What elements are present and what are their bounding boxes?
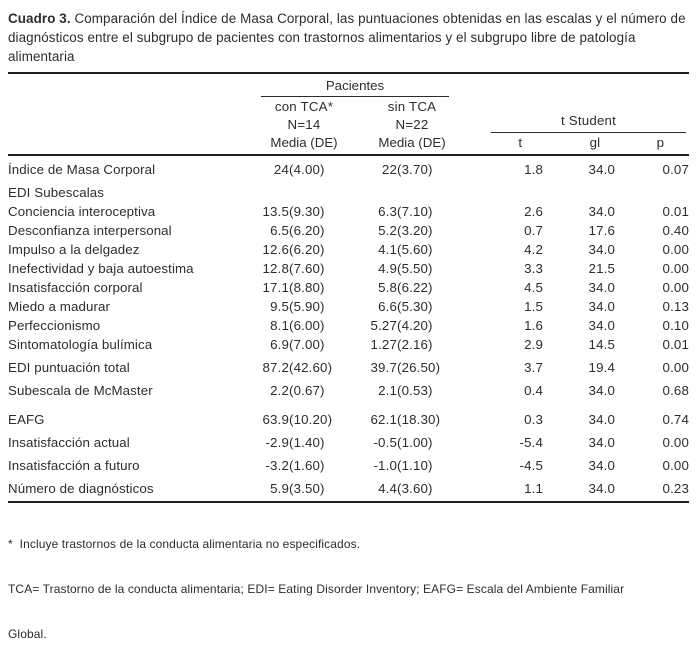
sd-sin-tca: (5.60) [397, 242, 433, 257]
row-label: Insatisfacción a futuro [8, 458, 140, 473]
row-label: Insatisfacción corporal [8, 280, 143, 295]
mean-sin-tca: 39.7 [370, 360, 397, 375]
p-value: 0.00 [662, 242, 690, 257]
table-row [8, 221, 689, 240]
p-column-header: p [615, 133, 689, 155]
row-label: Conciencia interoceptiva [8, 204, 156, 219]
gl-value: 34.0 [588, 412, 616, 427]
mean-con-tca: 12.8 [262, 261, 289, 276]
t-value: 1.8 [524, 162, 544, 177]
row-label: EAFG [8, 412, 45, 427]
t-value: 4.2 [524, 242, 544, 257]
caption-text: Comparación del Índice de Masa Corporal, las puntuaciones obtenidas en las escalas y el número de diagnósticos entre el subgrupo de pacientes con trastornos alimentarios y el subgrupo libre de patología alimentaria [8, 11, 686, 64]
mean-sin-tca: 1.27 [370, 337, 397, 352]
mean-sin-tca: -0.5 [373, 435, 397, 450]
footnotes [8, 507, 689, 672]
gl-value: 34.0 [588, 242, 616, 257]
p-value: 0.01 [662, 204, 690, 219]
gl-column-header: gl [543, 133, 615, 155]
sd-sin-tca: (6.22) [397, 280, 433, 295]
t-value: 1.1 [455, 475, 543, 502]
mean-sin-tca: 4.9 [378, 261, 397, 276]
sd-sin-tca: (1.00) [397, 435, 433, 450]
sd-sin-tca: (1.10) [397, 458, 433, 473]
mean-con-tca: 17.1 [262, 280, 289, 295]
row-label: Impulso a la delgadez [8, 242, 140, 257]
sd-sin-tca: (7.10) [397, 204, 433, 219]
gl-value: 34.0 [588, 435, 616, 450]
sd-con-tca: (6.20) [289, 242, 325, 257]
mean-con-tca: 6.9 [270, 337, 289, 352]
row-label: Subescala de McMaster [8, 383, 153, 398]
row-label: Miedo a madurar [8, 299, 111, 314]
p-value: 0.00 [662, 261, 690, 276]
sd-con-tca: (3.50) [289, 475, 353, 502]
table-row [8, 354, 689, 377]
table-header [8, 73, 689, 155]
gl-value: 34.0 [588, 280, 616, 295]
sd-con-tca: (6.00) [289, 318, 325, 333]
t-value: 2.9 [524, 337, 544, 352]
gl-value: 34.0 [588, 299, 616, 314]
t-value: 2.6 [524, 204, 544, 219]
p-value: 0.40 [662, 223, 690, 238]
mean-sin-tca: -1.0 [373, 458, 397, 473]
table-body [8, 155, 689, 502]
table-row [8, 452, 689, 475]
row-label: Sintomatología bulímica [8, 337, 153, 352]
mean-con-tca: 13.5 [262, 204, 289, 219]
t-value: 0.3 [524, 412, 544, 427]
gl-value: 19.4 [588, 360, 616, 375]
row-label: Insatisfacción actual [8, 435, 130, 450]
sin-tca-column-header [353, 97, 455, 133]
sd-con-tca: (5.90) [289, 299, 325, 314]
row-label: Índice de Masa Corporal [8, 162, 156, 177]
sd-con-tca: (7.00) [289, 337, 325, 352]
mean-con-tca: 87.2 [262, 360, 289, 375]
mean-con-tca [255, 179, 289, 202]
table-row [8, 297, 689, 316]
mean-sin-tca [353, 179, 397, 202]
sd-con-tca: (1.40) [289, 435, 325, 450]
p-value: 0.00 [662, 280, 690, 295]
mean-sin-tca: 62.1 [370, 412, 397, 427]
mean-con-tca: 63.9 [262, 412, 289, 427]
table-row [8, 259, 689, 278]
row-label: Inefectividad y baja autoestima [8, 261, 194, 276]
gl-value: 34.0 [588, 162, 616, 177]
gl-value: 34.0 [588, 318, 616, 333]
sd-sin-tca: (0.53) [397, 383, 433, 398]
gl-value: 34.0 [588, 383, 616, 398]
table-row [8, 429, 689, 452]
p-value: 0.74 [662, 412, 690, 427]
row-label: EDI Subescalas [8, 185, 105, 200]
table-row [8, 475, 689, 502]
sd-con-tca: (0.67) [289, 383, 325, 398]
mean-con-tca: -3.2 [265, 458, 289, 473]
t-value: 3.3 [524, 261, 544, 276]
t-value: 0.7 [524, 223, 544, 238]
header-row-columns [8, 133, 689, 155]
table-row [8, 316, 689, 335]
media-de-sin-tca-header: Media (DE) [353, 133, 455, 155]
row-label: EDI puntuación total [8, 360, 130, 375]
header-row-group [8, 73, 689, 97]
table-row [8, 155, 689, 179]
sd-con-tca: (42.60) [289, 360, 333, 375]
sd-con-tca: (4.00) [289, 162, 325, 177]
mean-sin-tca: 5.2 [378, 223, 397, 238]
caption-label: Cuadro 3. [8, 11, 71, 26]
p-value: 0.13 [662, 299, 690, 314]
sd-sin-tca: (2.16) [397, 337, 433, 352]
mean-con-tca: 6.5 [270, 223, 289, 238]
mean-con-tca: 2.2 [270, 383, 289, 398]
p-value: 0.23 [615, 475, 689, 502]
p-value: 0.00 [662, 458, 690, 473]
t-value: 1.6 [524, 318, 544, 333]
mean-sin-tca: 5.8 [378, 280, 397, 295]
mean-con-tca: -2.9 [265, 435, 289, 450]
mean-con-tca: 12.6 [262, 242, 289, 257]
mean-sin-tca: 6.3 [378, 204, 397, 219]
row-label: Perfeccionismo [8, 318, 101, 333]
mean-sin-tca: 5.27 [370, 318, 397, 333]
sin-tca-label: sin TCA [387, 99, 437, 114]
sd-con-tca: (6.20) [289, 223, 325, 238]
row-label: Número de diagnósticos [8, 475, 255, 502]
table-row [8, 240, 689, 259]
p-value: 0.01 [662, 337, 690, 352]
sd-sin-tca [397, 179, 455, 202]
footnote-asterisk: * Incluye trastornos de la conducta alimentaria no especificados. [8, 537, 361, 551]
sd-sin-tca: (18.30) [397, 412, 441, 427]
table-row [8, 335, 689, 354]
gl-value [543, 179, 615, 202]
con-tca-label: con TCA* [274, 99, 334, 114]
media-de-con-tca-header: Media (DE) [255, 133, 353, 155]
gl-value: 34.0 [588, 458, 616, 473]
table-row [8, 377, 689, 400]
mean-sin-tca: 2.1 [378, 383, 397, 398]
t-value: -4.5 [519, 458, 544, 473]
sd-sin-tca: (5.30) [397, 299, 433, 314]
t-value: 3.7 [524, 360, 544, 375]
footnote-abbreviations-cont: Global. [8, 627, 47, 641]
p-value: 0.10 [662, 318, 690, 333]
sd-con-tca: (7.60) [289, 261, 325, 276]
table-row [8, 278, 689, 297]
gl-value: 34.0 [588, 204, 616, 219]
table-row [8, 202, 689, 221]
footnote-abbreviations: TCA= Trastorno de la conducta alimentaria; EDI= Eating Disorder Inventory; EAFG= Escala del Ambiente Familiar [8, 582, 625, 596]
sd-con-tca: (8.80) [289, 280, 325, 295]
t-student-group-header: t Student [491, 113, 686, 133]
p-value: 0.00 [662, 435, 690, 450]
t-value: 4.5 [524, 280, 544, 295]
sd-sin-tca: (4.20) [397, 318, 433, 333]
t-column-header: t [455, 133, 543, 155]
t-value [455, 179, 543, 202]
table-caption [8, 9, 689, 66]
row-label: Desconfianza interpersonal [8, 223, 172, 238]
t-value: 0.4 [524, 383, 544, 398]
sin-tca-n: N=22 [395, 117, 429, 132]
mean-sin-tca: 4.4 [353, 475, 397, 502]
gl-value: 14.5 [588, 337, 616, 352]
sd-sin-tca: (3.20) [397, 223, 433, 238]
header-row-subgroups [8, 97, 689, 133]
sd-con-tca: (10.20) [289, 412, 333, 427]
comparison-table [8, 72, 689, 503]
mean-sin-tca: 6.6 [378, 299, 397, 314]
section-header-row [8, 179, 689, 202]
gl-value: 17.6 [588, 223, 616, 238]
sd-sin-tca: (3.60) [397, 475, 455, 502]
table-row [8, 400, 689, 429]
sd-sin-tca: (3.70) [397, 162, 433, 177]
con-tca-column-header [255, 97, 353, 133]
sd-sin-tca: (26.50) [397, 360, 441, 375]
mean-sin-tca: 4.1 [378, 242, 397, 257]
sd-con-tca [289, 179, 353, 202]
p-value: 0.07 [662, 162, 690, 177]
gl-value: 21.5 [588, 261, 616, 276]
mean-sin-tca: 22 [381, 162, 397, 177]
mean-con-tca: 24 [273, 162, 289, 177]
p-value: 0.00 [662, 360, 690, 375]
con-tca-n: N=14 [287, 117, 321, 132]
p-value [615, 179, 689, 202]
gl-value: 34.0 [543, 475, 615, 502]
mean-con-tca: 8.1 [270, 318, 289, 333]
pacientes-group-header: Pacientes [261, 78, 449, 97]
sd-sin-tca: (5.50) [397, 261, 433, 276]
t-value: -5.4 [519, 435, 544, 450]
p-value: 0.68 [662, 383, 690, 398]
t-value: 1.5 [524, 299, 544, 314]
sd-con-tca: (9.30) [289, 204, 325, 219]
sd-con-tca: (1.60) [289, 458, 325, 473]
mean-con-tca: 9.5 [270, 299, 289, 314]
mean-con-tca: 5.9 [255, 475, 289, 502]
